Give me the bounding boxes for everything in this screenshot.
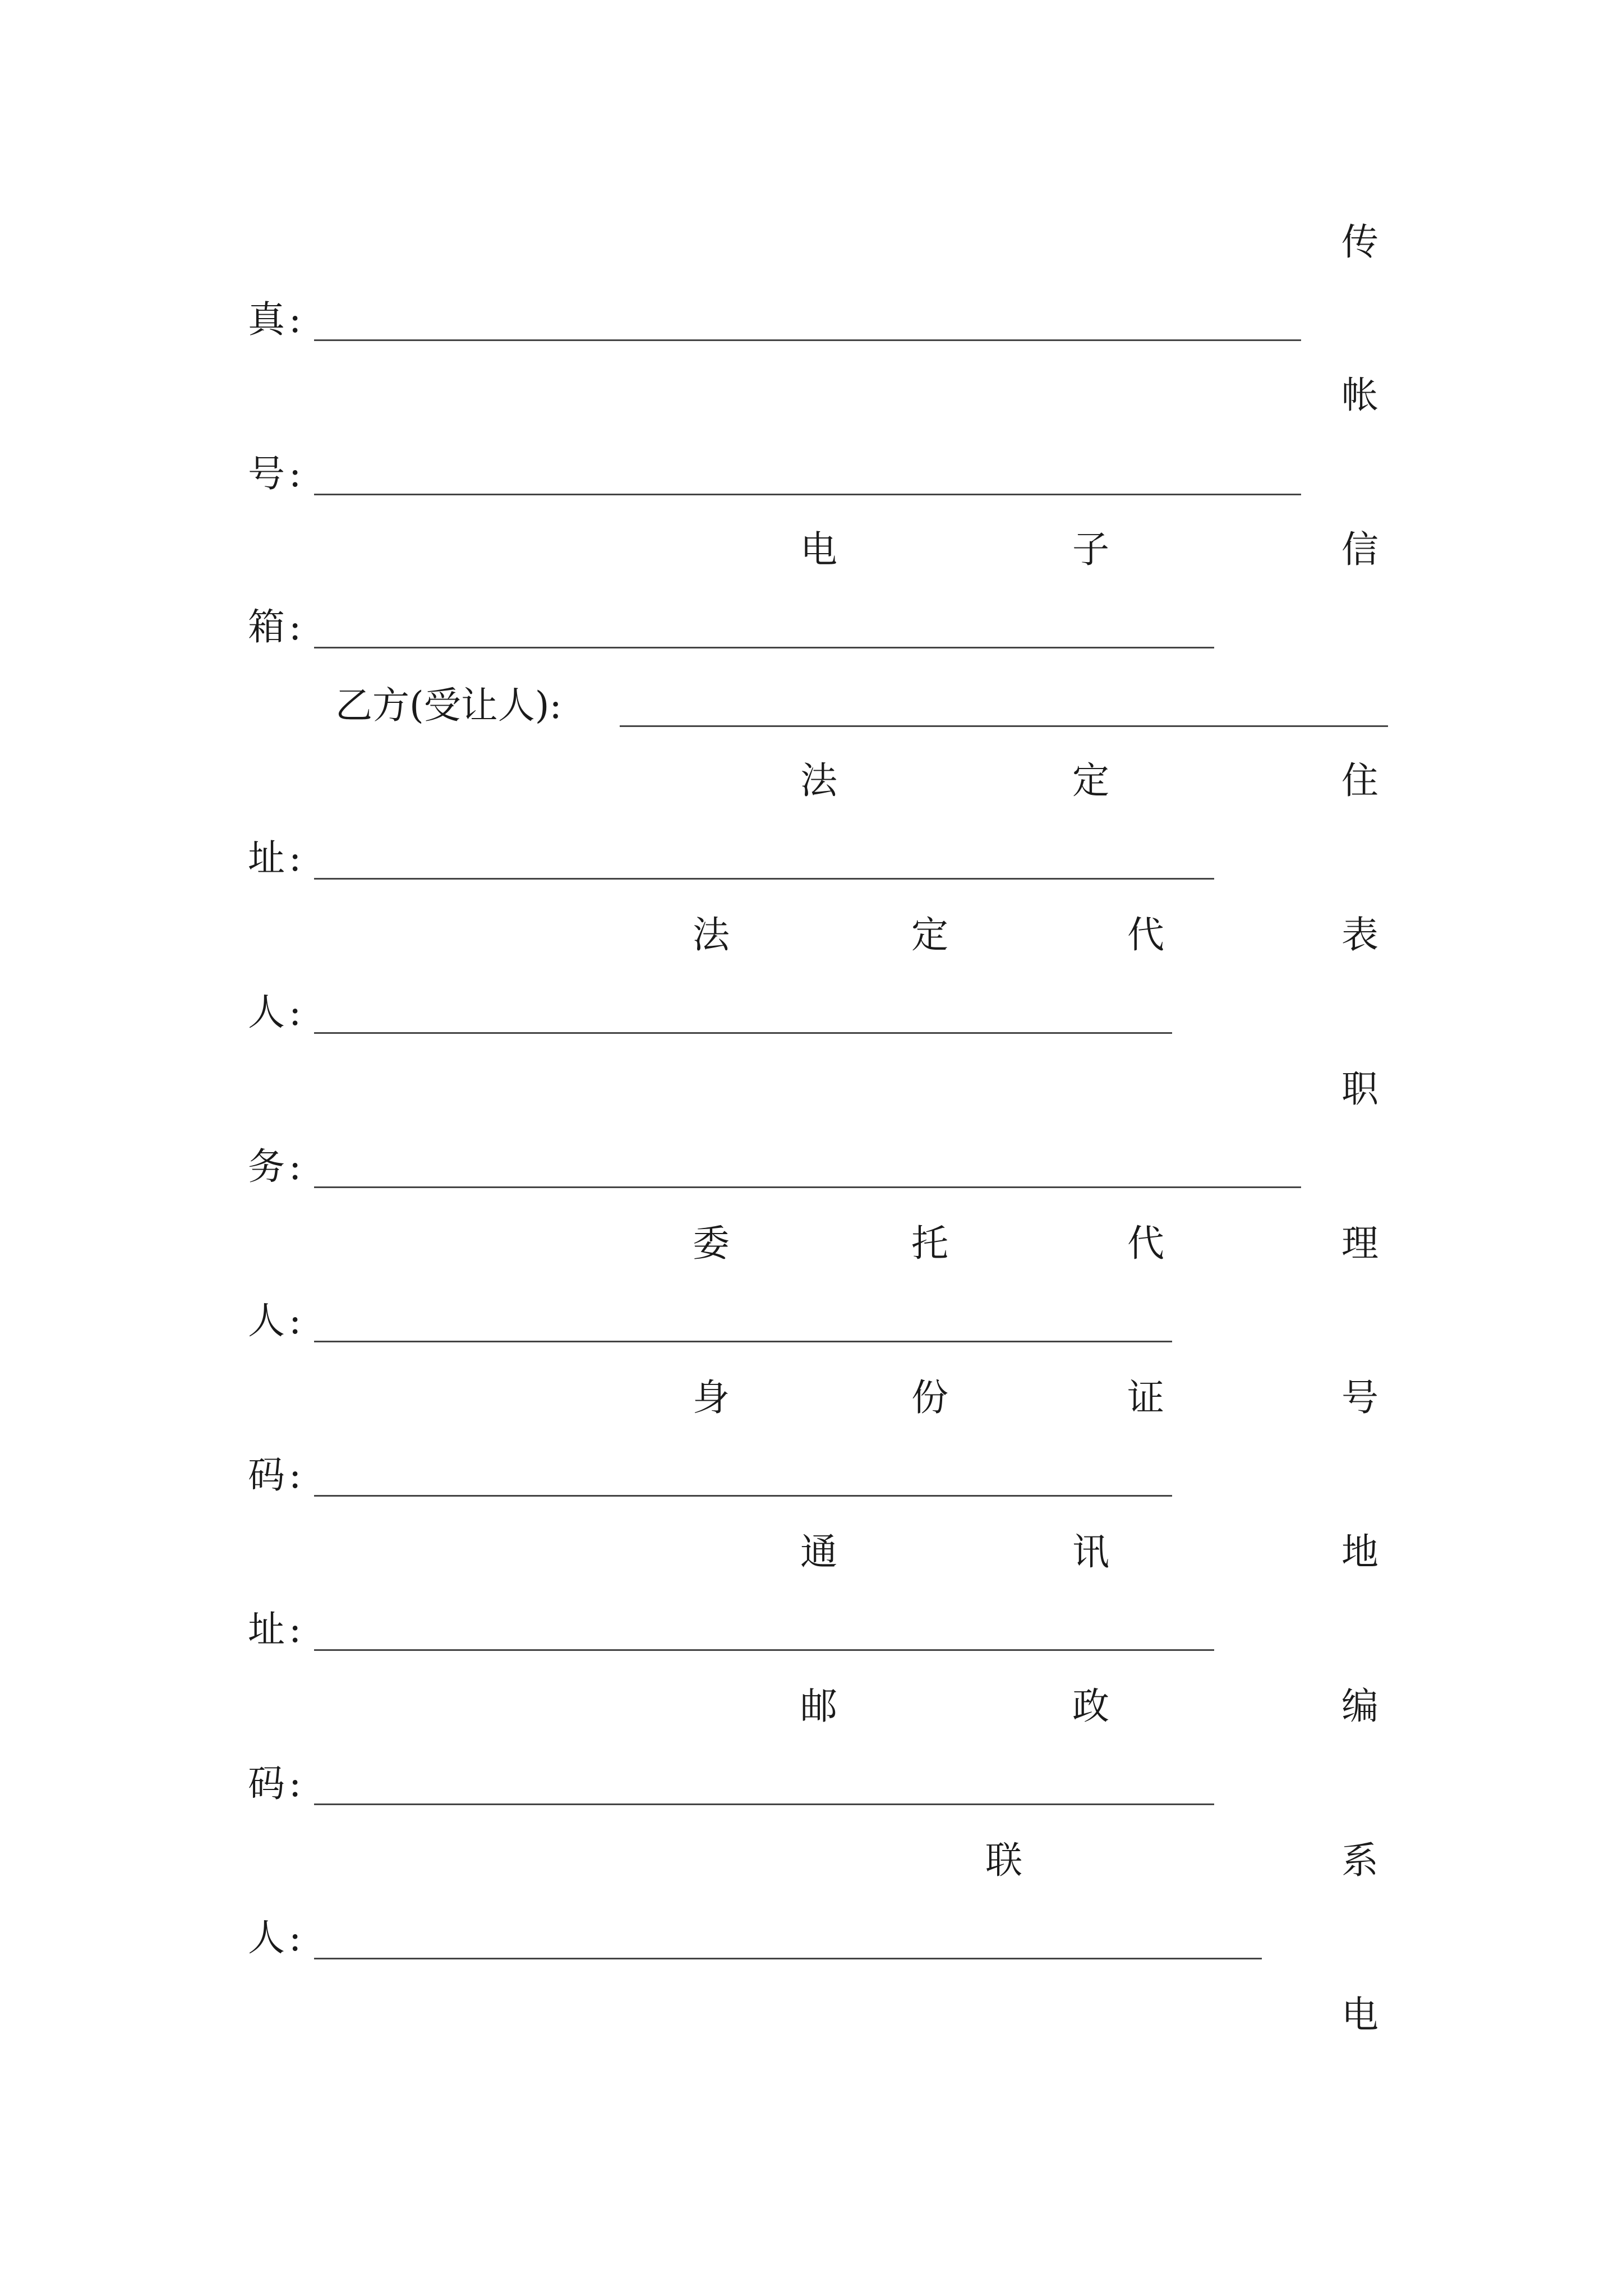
contact-label-char-3: 人	[248, 1916, 285, 1959]
party-b-name-field[interactable]	[620, 725, 1388, 727]
legal-rep-label-char-5: 人	[248, 991, 285, 1034]
legal-address-label-char-3: 住	[1341, 759, 1378, 802]
mailing-address-field[interactable]	[314, 1649, 1214, 1651]
agent-label-char-2: 托	[911, 1222, 948, 1265]
legal-rep-label-char-4: 表	[1341, 913, 1378, 956]
postal-code-label-colon: :	[289, 1762, 302, 1805]
email-label-char-3: 信	[1341, 528, 1378, 571]
agent-label-char-4: 理	[1341, 1222, 1378, 1265]
email-label-char-4: 箱	[248, 605, 285, 648]
mailing-address-label-colon: :	[289, 1608, 302, 1651]
email-label-colon: :	[289, 605, 302, 648]
legal-address-label-char-1: 法	[800, 759, 837, 802]
agent-label-char-3: 代	[1127, 1222, 1164, 1265]
account-field[interactable]	[314, 494, 1301, 495]
id-number-label-char-2: 份	[911, 1376, 948, 1419]
fax-field[interactable]	[314, 339, 1301, 341]
position-label-colon: :	[289, 1145, 302, 1188]
mailing-address-label-char-2: 讯	[1072, 1530, 1109, 1573]
position-field[interactable]	[314, 1186, 1301, 1188]
contact-label-char-2: 系	[1341, 1839, 1378, 1882]
id-number-label-colon: :	[289, 1453, 302, 1497]
email-label-char-2: 子	[1072, 528, 1109, 571]
legal-rep-label-char-3: 代	[1127, 913, 1164, 956]
position-label-char-2: 务	[248, 1145, 285, 1188]
agent-label-char-1: 委	[693, 1222, 730, 1265]
legal-address-field[interactable]	[314, 878, 1214, 880]
contact-label-char-1: 联	[985, 1839, 1022, 1882]
legal-address-label-colon: :	[289, 836, 302, 880]
account-label-char-1: 帐	[1341, 374, 1378, 417]
agent-label-colon: :	[289, 1299, 302, 1342]
email-label-char-1: 电	[800, 528, 837, 571]
account-label-colon: :	[289, 452, 302, 495]
legal-rep-label-char-1: 法	[693, 913, 730, 956]
account-label-char-2: 号	[248, 452, 285, 495]
mailing-address-label-char-4: 址	[248, 1608, 285, 1651]
postal-code-label-char-4: 码	[248, 1762, 285, 1805]
legal-rep-label-char-2: 定	[911, 913, 948, 956]
fax-label-char-1: 传	[1341, 220, 1378, 264]
postal-code-field[interactable]	[314, 1803, 1214, 1805]
mailing-address-label-char-3: 地	[1341, 1530, 1378, 1573]
mailing-address-label-char-1: 通	[800, 1530, 837, 1573]
fax-label-char-2: 真	[248, 298, 285, 341]
agent-label-char-5: 人	[248, 1299, 285, 1342]
legal-address-label-char-2: 定	[1072, 759, 1109, 802]
phone-label-char-1: 电	[1341, 1993, 1378, 2036]
position-label-char-1: 职	[1341, 1068, 1378, 1111]
id-number-label-char-5: 码	[248, 1453, 285, 1497]
postal-code-label-char-1: 邮	[800, 1685, 837, 1728]
id-number-label-char-1: 身	[693, 1376, 730, 1419]
postal-code-label-char-2: 政	[1072, 1685, 1109, 1728]
legal-rep-field[interactable]	[314, 1032, 1172, 1034]
legal-address-label-char-4: 址	[248, 836, 285, 880]
legal-rep-label-colon: :	[289, 991, 302, 1034]
contact-label-colon: :	[289, 1916, 302, 1959]
id-number-field[interactable]	[314, 1495, 1172, 1497]
postal-code-label-char-3: 编	[1341, 1685, 1378, 1728]
email-field[interactable]	[314, 647, 1214, 648]
agent-field[interactable]	[314, 1341, 1172, 1342]
party-b-heading: 乙方(受让人):	[335, 684, 562, 727]
id-number-label-char-3: 证	[1127, 1376, 1164, 1419]
contact-person-field[interactable]	[314, 1958, 1262, 1959]
fax-label-colon: :	[289, 298, 302, 341]
id-number-label-char-4: 号	[1341, 1376, 1378, 1419]
